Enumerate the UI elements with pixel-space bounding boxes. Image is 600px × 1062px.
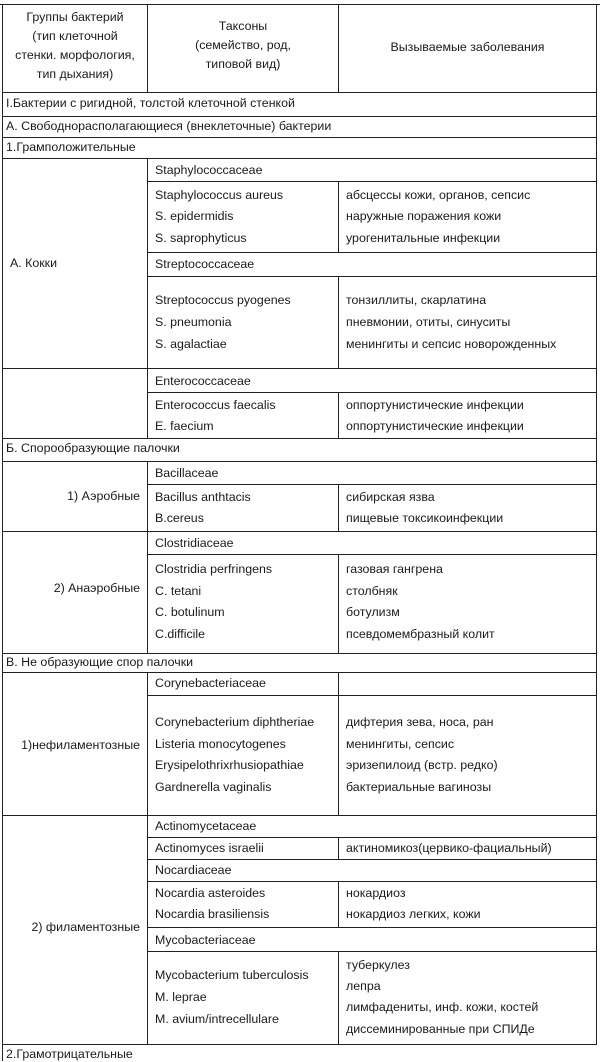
table-border-right [596, 4, 597, 1044]
hline [2, 116, 597, 117]
hline [2, 1044, 597, 1045]
taxon: Erysipelothrixrhusiopathiae [155, 758, 304, 772]
taxon: Bacillus anthtacis [155, 490, 251, 504]
hline [2, 653, 597, 654]
disease: актиномикоз(цервико-фациальный) [346, 841, 552, 855]
table-border-top [0, 4, 600, 5]
disease: ботулизм [346, 605, 400, 619]
disease: газовая гангрена [346, 562, 443, 576]
hline [2, 92, 597, 93]
vline [147, 672, 148, 1044]
hline [2, 531, 597, 532]
vline [338, 951, 339, 1044]
family-label: Corynebacteriaceae [155, 676, 266, 690]
vline [338, 181, 339, 252]
hline [2, 368, 597, 369]
disease: бактериальные вагинозы [346, 780, 492, 794]
header-col2-line: Таксоны [218, 19, 268, 33]
hline [147, 695, 597, 696]
disease: менингиты, сепсис [346, 737, 455, 751]
disease: туберкулез [346, 958, 410, 972]
disease: эризепилоид (встр. редко) [346, 758, 498, 772]
family-label: Actinomycetaceae [155, 819, 257, 833]
disease: нокардиоз легких, кожи [346, 907, 481, 921]
hline [147, 881, 597, 882]
header-col1-line: (тип клеточной [32, 29, 118, 43]
family-label: Enterococcaceae [155, 374, 251, 388]
disease: дифтерия зева, носа, ран [346, 715, 494, 729]
disease: оппортунистические инфекции [346, 419, 524, 433]
hline [2, 438, 597, 439]
taxon: S. agalactiae [155, 337, 227, 351]
disease: менингиты и сепсис новорожденных [346, 337, 557, 351]
group-label: 1) Аэробные [67, 489, 140, 503]
disease: пневмонии, отиты, синуситы [346, 315, 511, 329]
taxon: C. botulinum [155, 605, 225, 619]
family-label: Staphylococcaceae [155, 163, 263, 177]
taxon: S. saprophyticus [155, 231, 247, 245]
taxon: C.difficile [155, 627, 206, 641]
header-col1-line: Группы бактерий [26, 10, 124, 24]
disease: наружные поражения кожи [346, 209, 502, 223]
disease: псевдомембразный колит [346, 627, 495, 641]
taxon: S. epidermidis [155, 209, 234, 223]
disease: столбняк [346, 584, 398, 598]
disease: оппортунистические инфекции [346, 398, 524, 412]
vline [338, 276, 339, 368]
taxon: M. leprae [155, 990, 207, 1004]
group-label: 2) филаментозные [31, 920, 140, 934]
group-label: 1)нефиламентозные [21, 738, 140, 752]
taxon: Gardnerella vaginalis [155, 780, 272, 794]
hline [2, 137, 597, 138]
taxon: Actinomyces israelii [155, 841, 264, 855]
vline [338, 837, 339, 859]
header-col1-line: тип дыхания) [36, 67, 114, 81]
hline [2, 815, 597, 816]
hline [2, 672, 597, 673]
family-label: Streptococcaceae [155, 257, 255, 271]
table-border-left [2, 4, 3, 1061]
vline [147, 461, 148, 653]
taxon: S. pneumonia [155, 315, 232, 329]
vline [338, 881, 339, 927]
family-label: Clostridiaceae [155, 536, 234, 550]
taxon: Staphylococcus aureus [155, 188, 284, 202]
disease: урогенитальные инфекции [346, 231, 501, 245]
header-col1-line: стенки. морфология, [15, 48, 135, 62]
taxon: Listeria monocytogenes [155, 737, 286, 751]
hline [147, 276, 597, 277]
hline [147, 484, 597, 485]
section-heading: В. Не образующие спор палочки [6, 655, 194, 669]
disease: тонзиллиты, скарлатина [346, 293, 487, 307]
section-heading: Б. Спорообразующие палочки [6, 441, 180, 455]
vline [338, 392, 339, 438]
group-label: А. Кокки [10, 256, 58, 270]
vline [338, 484, 339, 531]
header-col3: Вызываемые заболевания [390, 40, 545, 54]
hline [147, 837, 597, 838]
hline [147, 554, 597, 555]
family-label: Mycobacteriaceae [155, 933, 256, 947]
taxon: Mycobacterium tuberculosis [155, 968, 309, 982]
section-heading: 1.Грамположительные [6, 140, 136, 154]
section-heading: I.Бактерии с ригидной, толстой клеточной стенкой [6, 96, 295, 110]
hline [2, 461, 597, 462]
taxon: Nocardia asteroides [155, 886, 266, 900]
disease: диссеминированные при СПИДе [346, 1022, 535, 1036]
disease: нокардиоз [346, 886, 406, 900]
taxon: B.cereus [155, 511, 204, 525]
disease: абсцессы кожи, органов, сепсис [346, 188, 531, 202]
taxon: C. tetani [155, 584, 202, 598]
taxon: E. faecium [155, 419, 214, 433]
family-label: Bacillaceae [155, 466, 219, 480]
hline [147, 927, 597, 928]
taxon: Nocardia brasiliensis [155, 907, 270, 921]
section-heading: 2.Грамотрицательные [6, 1047, 133, 1061]
hline [147, 859, 597, 860]
vline [338, 554, 339, 653]
taxon: M. avium/intrecellulare [155, 1012, 279, 1026]
taxon: Enterococcus faecalis [155, 398, 276, 412]
hline [147, 181, 597, 182]
vline [147, 158, 148, 438]
section-heading: А. Свободнорасполагающиеся (внеклеточные) бактерии [6, 119, 332, 133]
disease: лимфадениты, инф. кожи, костей [346, 1000, 539, 1014]
hline [2, 158, 597, 159]
header-col2-line: типовой вид) [205, 57, 281, 71]
group-label: 2) Анаэробные [53, 581, 140, 595]
hline [147, 392, 597, 393]
header-col2-line: (семейство, род, [195, 38, 291, 52]
taxon: Streptococcus pyogenes [155, 293, 291, 307]
hline [147, 951, 597, 952]
disease: пищевые токсикоинфекции [346, 511, 504, 525]
disease: лепра [346, 979, 381, 993]
taxon: Clostridia perfringens [155, 562, 273, 576]
vline [338, 672, 339, 815]
disease: сибирская язва [346, 490, 435, 504]
family-label: Nocardiaceae [155, 863, 232, 877]
taxon: Corynebacterium diphtheriae [155, 715, 315, 729]
hline [147, 252, 597, 253]
